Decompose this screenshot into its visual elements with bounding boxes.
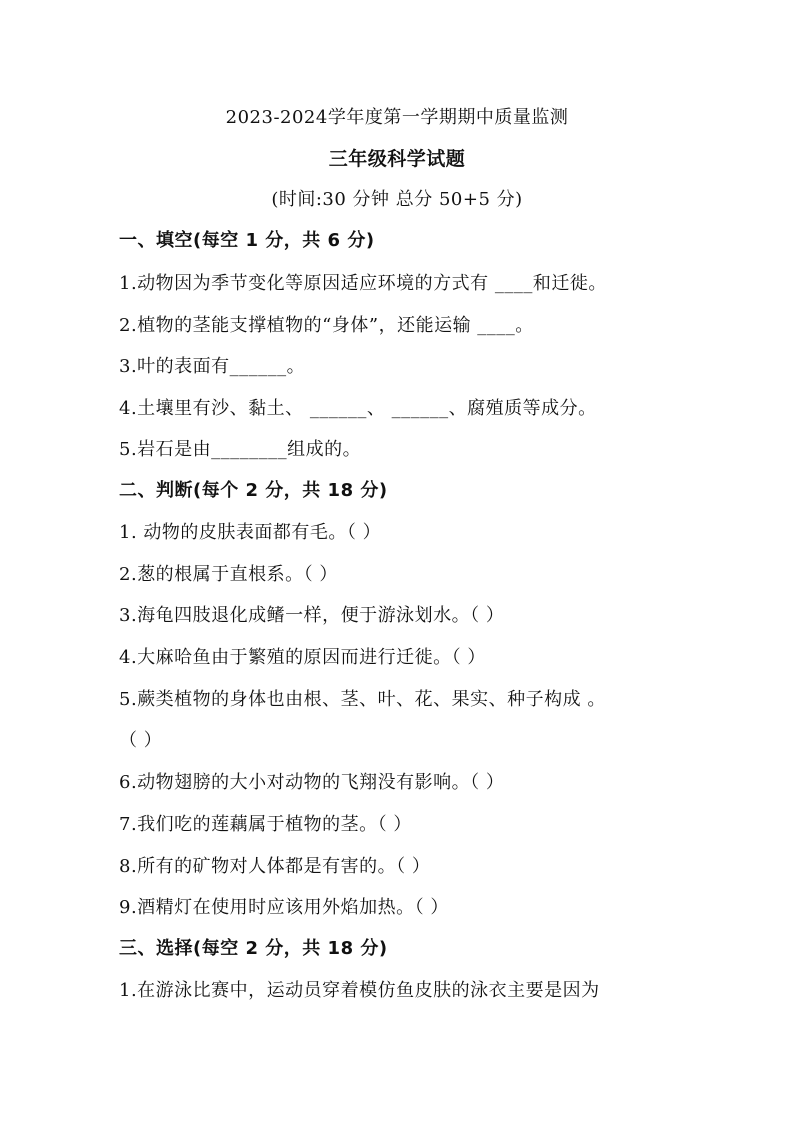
question-item: 4.土壤里有沙、黏土、 ______、 ______、腐殖质等成分。 <box>119 398 597 419</box>
section-heading-fill-blank: 一、填空(每空 1 分，共 6 分) <box>119 230 375 251</box>
question-item: 2.葱的根属于直根系。（ ） <box>119 564 338 585</box>
question-item: 1.在游泳比赛中，运动员穿着模仿鱼皮肤的泳衣主要是因为 <box>119 980 600 1001</box>
question-item: 5.岩石是由________组成的。 <box>119 439 362 460</box>
exam-subtitle: 三年级科学试题 <box>328 148 466 170</box>
exam-info: (时间:30 分钟 总分 50+5 分) <box>271 189 523 210</box>
question-item: 7.我们吃的莲藕属于植物的茎。（ ） <box>119 814 412 835</box>
question-item: 5.蕨类植物的身体也由根、茎、叶、花、果实、种子构成 。 <box>119 689 606 710</box>
section-heading-true-false: 二、判断(每个 2 分，共 18 分) <box>119 480 388 501</box>
question-item: 9.酒精灯在使用时应该用外焰加热。（ ） <box>119 897 449 918</box>
question-item: 8.所有的矿物对人体都是有害的。（ ） <box>119 856 431 877</box>
question-item: 1.动物因为季节变化等原因适应环境的方式有 ____和迁徙。 <box>119 273 607 294</box>
question-item: 4.大麻哈鱼由于繁殖的原因而进行迁徙。（ ） <box>119 647 486 668</box>
question-item: 6.动物翅膀的大小对动物的飞翔没有影响。（ ） <box>119 772 505 793</box>
question-item: 3.叶的表面有______。 <box>119 356 306 377</box>
exam-title: 2023-2024学年度第一学期期中质量监测 <box>225 107 569 128</box>
question-item: 1. 动物的皮肤表面都有毛。（ ） <box>119 522 382 543</box>
answer-brackets: （ ） <box>119 730 163 751</box>
question-item: 2.植物的茎能支撑植物的“身体”，还能运输 ____。 <box>119 315 534 336</box>
question-item: 3.海龟四肢退化成鳍一样，便于游泳划水。（ ） <box>119 605 505 626</box>
section-heading-choice: 三、选择(每空 2 分，共 18 分) <box>119 938 388 959</box>
